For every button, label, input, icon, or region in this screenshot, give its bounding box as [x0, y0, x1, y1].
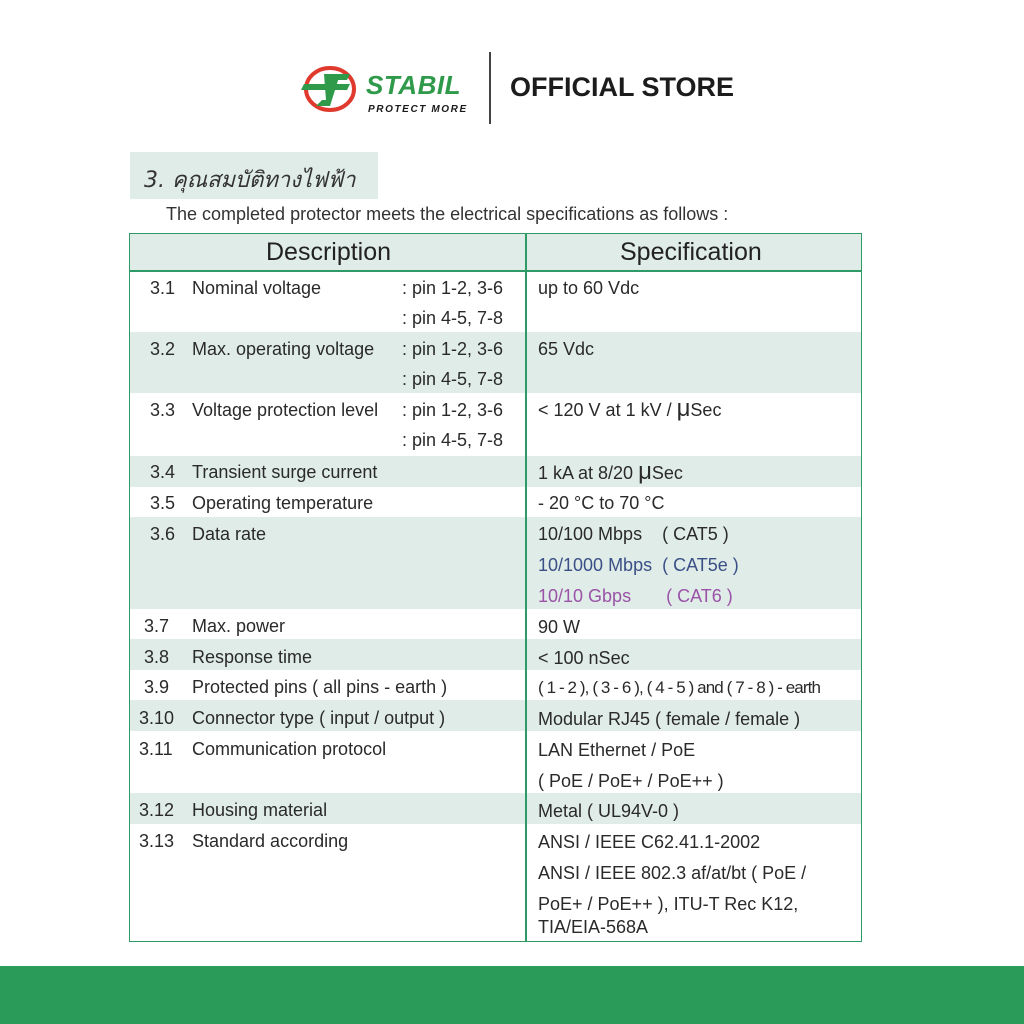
row-label: Operating temperature	[192, 493, 374, 513]
row-spec: - 20 °C to 70 °C	[538, 493, 665, 513]
intro-text: The completed protector meets the electrical specifications as follows :	[166, 204, 729, 224]
footer-bar	[0, 966, 1024, 1024]
row-number: 3.12	[139, 800, 175, 820]
row-spec	[538, 458, 683, 485]
row-spec: 10/1000 Mbps ( CAT5e )	[538, 555, 739, 575]
row-number: 3.2	[150, 339, 176, 359]
row-spec: LAN Ethernet / PoE	[538, 740, 696, 760]
row-number: 3.6	[150, 524, 176, 544]
micro-symbol: μ	[638, 458, 652, 485]
row-number: 3.5	[150, 493, 176, 513]
row-label: Communication protocol	[192, 739, 387, 759]
row-spec: TIA/EIA-568A	[538, 917, 649, 937]
header-rule	[130, 270, 861, 272]
row-label: Transient surge current	[192, 462, 378, 482]
header-specification: Specification	[620, 238, 762, 266]
section-title: 3. คุณสมบัติทางไฟฟ้า	[144, 168, 356, 193]
row-spec: 10/10 Gbps ( CAT6 )	[538, 586, 733, 606]
header	[0, 50, 1024, 126]
column-divider	[525, 234, 527, 941]
row-spec: 90 W	[538, 617, 581, 637]
row-pin: : pin 4-5, 7-8	[402, 430, 504, 450]
row-number: 3.3	[150, 400, 176, 420]
stabil-logo	[300, 62, 475, 118]
row-number: 3.11	[139, 739, 173, 759]
row-label: Max. operating voltage	[192, 339, 375, 359]
row-spec: 65 Vdc	[538, 339, 595, 359]
row-label: Nominal voltage	[192, 278, 322, 298]
row-spec: Metal ( UL94V-0 )	[538, 801, 680, 821]
stabil-logo-icon	[300, 64, 360, 114]
row-pin: : pin 4-5, 7-8	[402, 308, 504, 328]
row-pin: : pin 1-2, 3-6	[402, 400, 504, 420]
spec-unit: Sec	[651, 463, 683, 483]
header-divider	[489, 52, 491, 124]
row-number: 3.10	[139, 708, 175, 728]
row-pin: : pin 1-2, 3-6	[402, 278, 504, 298]
header-description: Description	[266, 238, 392, 266]
row-spec: PoE+ / PoE++ ), ITU-T Rec K12,	[538, 894, 799, 914]
brand-name: STABIL	[366, 70, 461, 100]
row-number: 3.7	[144, 616, 170, 636]
row-spec: up to 60 Vdc	[538, 278, 640, 298]
spec-text: 1 kA at 8/20	[538, 463, 639, 483]
row-label: Standard according	[192, 831, 349, 851]
row-label: Connector type ( input / output )	[192, 708, 446, 728]
row-label: Voltage protection level	[192, 400, 379, 420]
row-number: 3.9	[144, 677, 170, 697]
micro-symbol: μ	[676, 395, 691, 422]
row-label: Housing material	[192, 800, 328, 820]
row-spec	[538, 395, 722, 422]
row-label: Data rate	[192, 524, 267, 544]
row-spec: ( 1 - 2 ), ( 3 - 6 ), ( 4 - 5 ) and ( 7 - 8 ) - earth	[538, 678, 820, 697]
official-store-title: OFFICIAL STORE	[510, 72, 735, 102]
row-label: Response time	[192, 647, 313, 667]
row-number: 3.8	[144, 647, 170, 667]
spec-unit: Sec	[690, 400, 722, 420]
row-spec: 10/100 Mbps ( CAT5 )	[538, 524, 729, 544]
row-number: 3.1	[150, 278, 176, 298]
row-number: 3.13	[139, 831, 175, 851]
row-spec: ANSI / IEEE 802.3 af/at/bt ( PoE /	[538, 863, 807, 883]
table-header	[130, 234, 861, 270]
section-heading	[130, 152, 378, 199]
row-label: Max. power	[192, 616, 286, 636]
row-number: 3.4	[150, 462, 176, 482]
spec-table	[129, 233, 862, 942]
row-pin: : pin 1-2, 3-6	[402, 339, 504, 359]
row-pin: : pin 4-5, 7-8	[402, 369, 504, 389]
row-label: Protected pins ( all pins - earth )	[192, 677, 448, 697]
row-spec: Modular RJ45 ( female / female )	[538, 709, 801, 729]
row-spec: ( PoE / PoE+ / PoE++ )	[538, 771, 724, 791]
row-spec: ANSI / IEEE C62.41.1-2002	[538, 832, 761, 852]
row-spec: < 100 nSec	[538, 648, 630, 668]
brand-tagline: PROTECT MORE	[368, 104, 468, 115]
spec-text: < 120 V at 1 kV /	[538, 400, 677, 420]
